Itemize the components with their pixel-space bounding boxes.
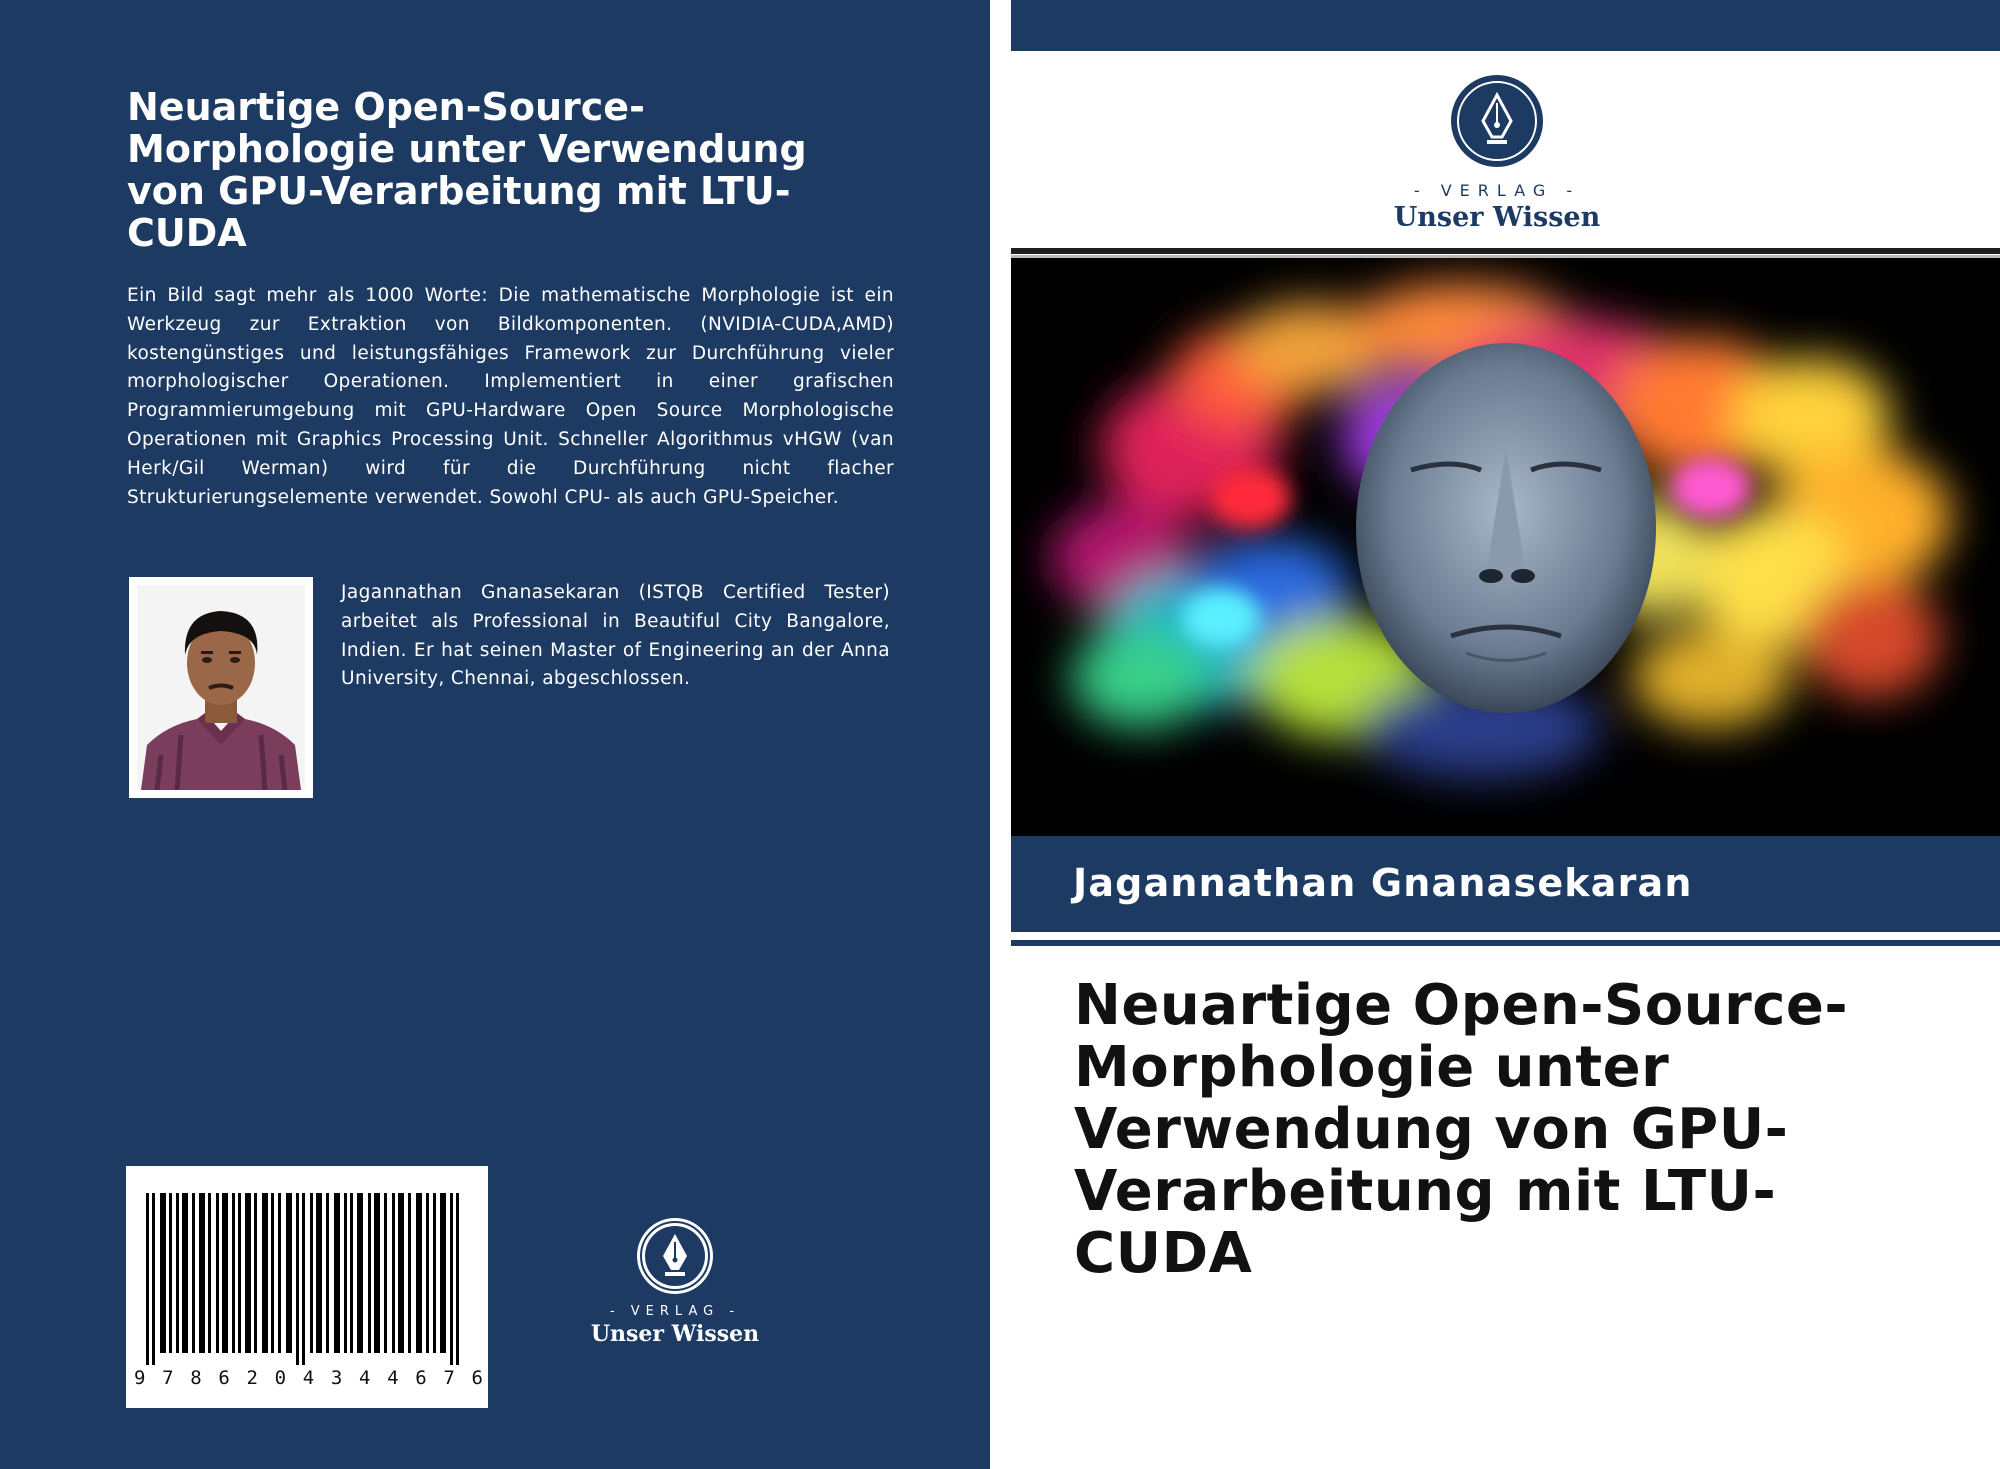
back-cover: [0, 0, 990, 1469]
divider: [1011, 940, 2000, 946]
publisher-verlag-label: - VERLAG -: [609, 1304, 741, 1319]
barcode-digit: 4: [359, 1367, 372, 1389]
barcode-digits: [134, 1367, 484, 1389]
front-cover-title: Neuartige Open-Source-Morphologie unter Verwendung von GPU-Verarbeitung mit LTU-CUDA: [1074, 973, 1849, 1286]
author-name: Jagannathan Gnanasekaran: [1073, 861, 1693, 905]
barcode-digit: 3: [330, 1367, 344, 1389]
fountain-pen-icon: [1449, 73, 1545, 169]
barcode-digit: 2: [246, 1367, 259, 1389]
barcode-digit: 4: [302, 1367, 316, 1389]
author-band: [1011, 836, 2000, 932]
back-cover-title: Neuartige Open-Source-Morphologie unter Verwendung von GPU-Verarbeitung mit LTU-CUDA: [127, 85, 807, 255]
publisher-brand-name: Unser Wissen: [1393, 202, 1601, 233]
barcode-digit: 6: [415, 1367, 428, 1389]
barcode-digit: 8: [190, 1367, 203, 1389]
author-portrait-image: [137, 585, 305, 790]
front-cover: [1011, 0, 2000, 1469]
barcode-digit: 4: [387, 1367, 400, 1389]
barcode-digit: 7: [162, 1367, 175, 1389]
front-publisher-logo: [1377, 73, 1617, 233]
barcode-digit: 7: [443, 1367, 456, 1389]
back-cover-blurb: Ein Bild sagt mehr als 1000 Worte: Die mathematische Morphologie ist ein Werkzeug zur Extraktion von Bildkomponenten. (NVIDIA-CUDA,AMD) kostengünstiges und leistungsfähiges Framework zur Durchführung vieler morphologischer Operationen. Implementiert in einer grafischen Programmierumgebung mit GPU-Hardware Open Source Morphologische Operationen mit Graphics Processing Unit. Schneller Algorithmus vHGW (van Herk/Gil Werman) wird für die Durchführung nicht flacher Strukturierungselemente verwendet. Sowohl CPU- als auch GPU-Speicher.: [127, 285, 894, 508]
barcode-digit: 6: [471, 1367, 484, 1389]
front-top-bar: [1011, 0, 2000, 51]
publisher-brand-name: Unser Wissen: [590, 1321, 760, 1347]
spine: [990, 0, 1011, 1469]
smoke-face-illustration: [1011, 258, 2000, 836]
isbn-barcode: [126, 1166, 488, 1408]
barcode-digit: 0: [274, 1367, 288, 1389]
barcode-digit: 9: [134, 1367, 147, 1389]
cover-art-image: [1011, 258, 2000, 836]
barcode-digit: 6: [218, 1367, 231, 1389]
barcode-bars: [146, 1193, 468, 1365]
author-photo: [129, 577, 313, 798]
author-bio: Jagannathan Gnanasekaran (ISTQB Certified Tester) arbeitet als Professional in Beautiful City Bangalore, Indien. Er hat seinen Master of Engineering an der Anna University, Chennai, abgeschlossen.: [341, 582, 890, 690]
publisher-verlag-label: - VERLAG -: [1413, 181, 1581, 200]
fountain-pen-icon: [635, 1216, 715, 1296]
divider: [1011, 248, 2000, 254]
back-publisher-logo: [585, 1216, 765, 1347]
